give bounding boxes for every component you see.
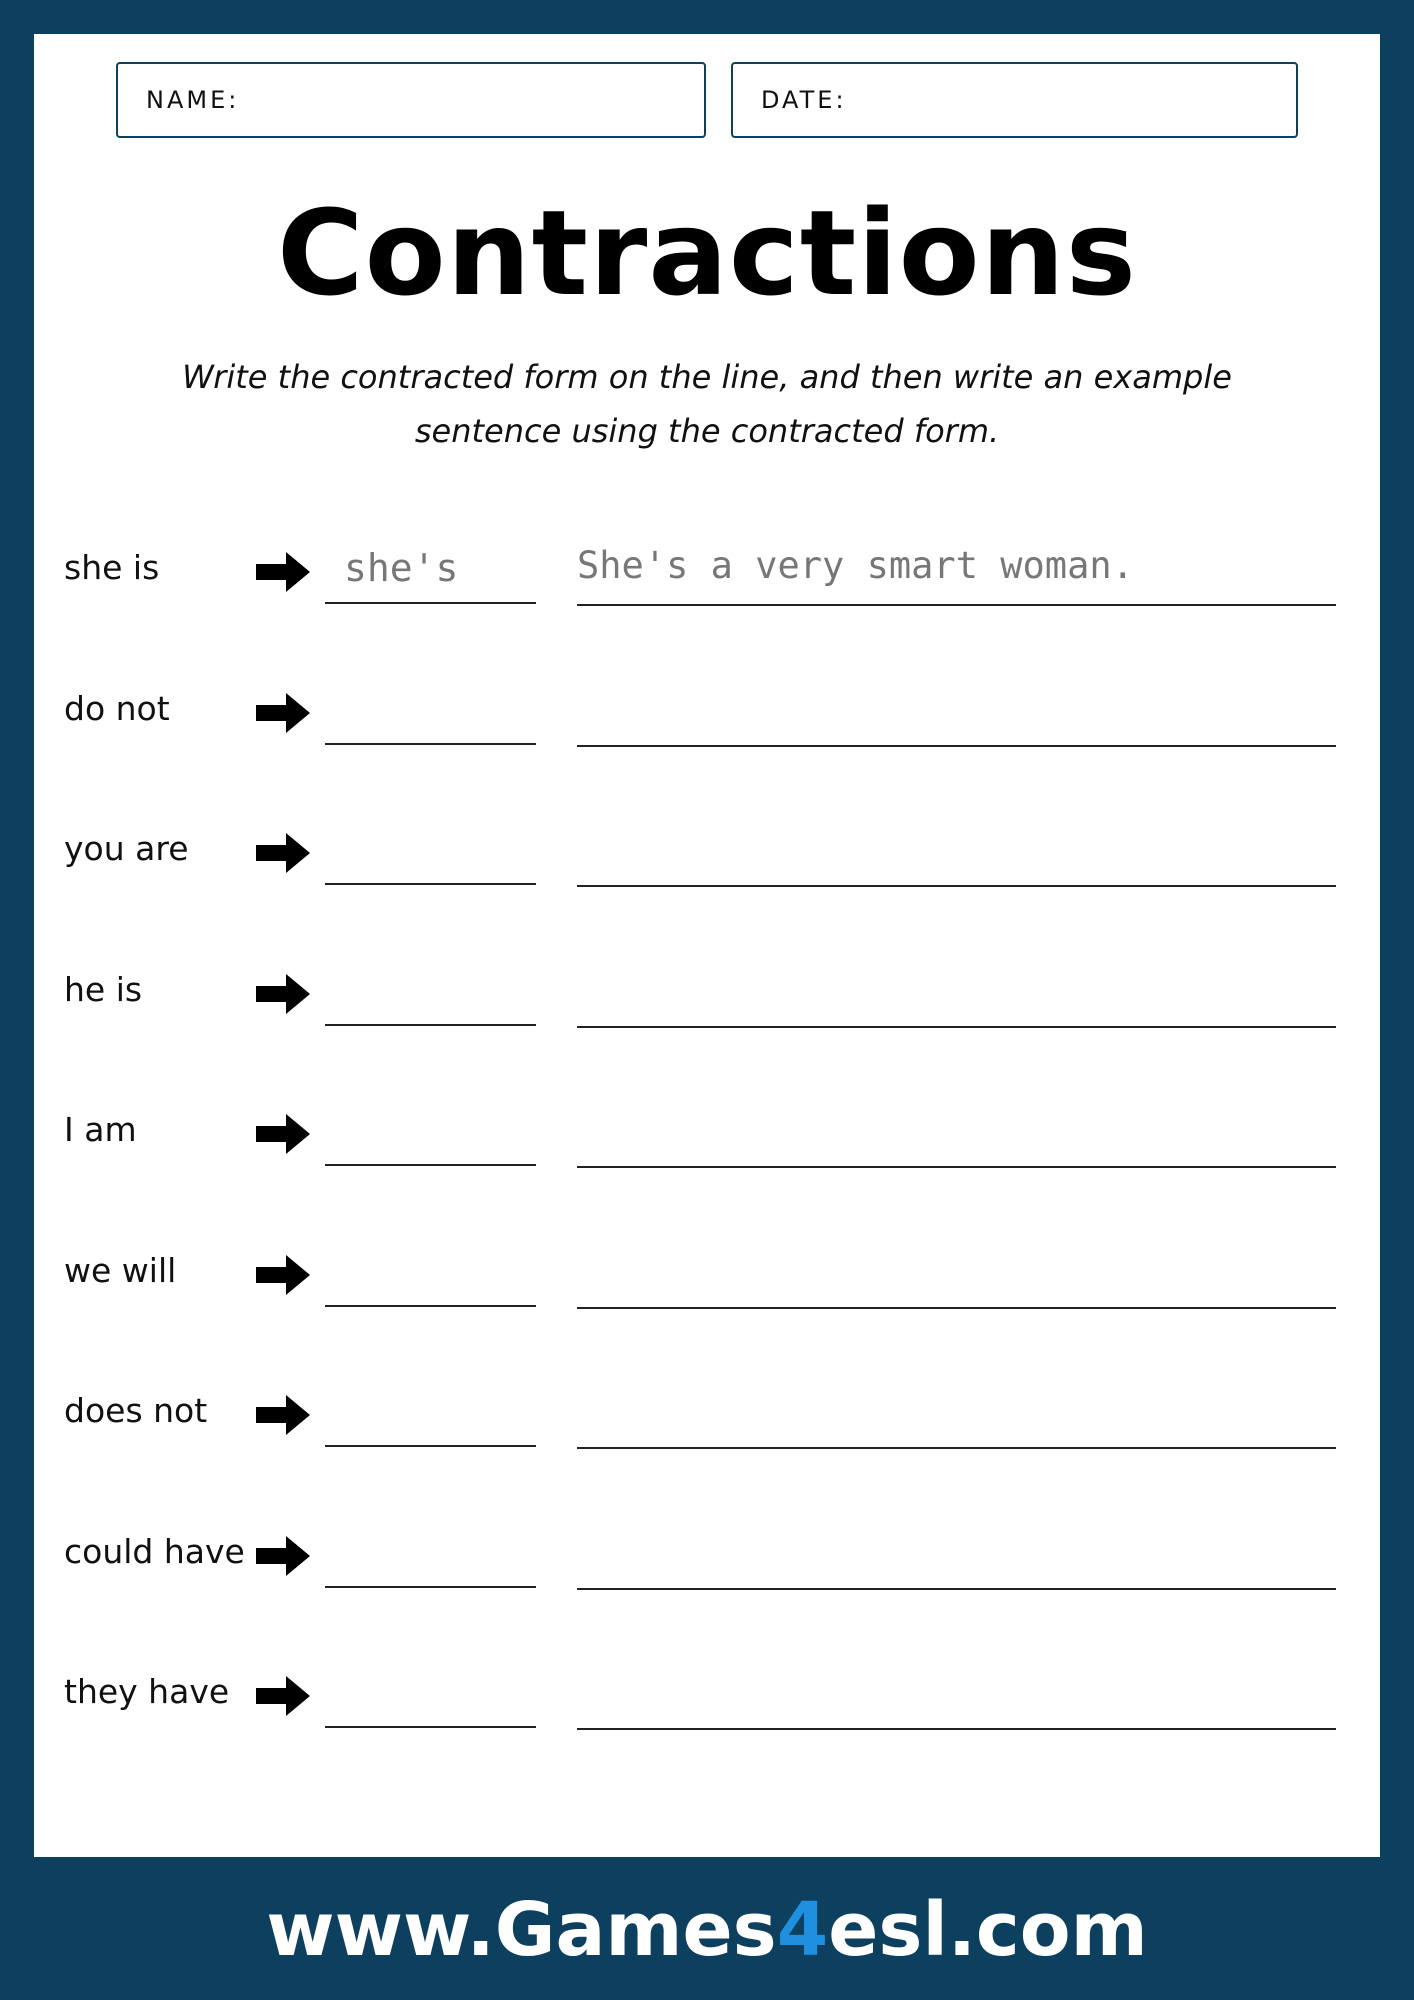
instructions-line-2: sentence using the contracted form. <box>414 412 1000 450</box>
exercise-row <box>34 1092 1380 1182</box>
arrow-right-icon <box>256 1674 312 1718</box>
name-field[interactable] <box>116 62 706 138</box>
arrow-right-icon <box>256 1393 312 1437</box>
arrow-right-icon <box>256 1112 312 1156</box>
exercise-row <box>34 1373 1380 1463</box>
example-sentence-line[interactable] <box>577 885 1336 887</box>
example-contraction: she's <box>344 546 459 590</box>
date-label: DATE: <box>761 86 847 114</box>
exercise-word: do not <box>64 689 170 728</box>
example-sentence-line[interactable] <box>577 1307 1336 1309</box>
exercise-word: they have <box>64 1672 230 1711</box>
arrow-right-icon <box>256 550 312 594</box>
instructions-line-1: Write the contracted form on the line, and then write an example <box>182 358 1232 396</box>
worksheet <box>34 34 1380 1857</box>
contraction-answer-line[interactable] <box>325 602 536 604</box>
name-label: NAME: <box>146 86 240 114</box>
contraction-answer-line[interactable] <box>325 1445 536 1447</box>
exercise-word: does not <box>64 1391 208 1430</box>
arrow-right-icon <box>256 1534 312 1578</box>
arrow-right-icon <box>256 831 312 875</box>
contraction-answer-line[interactable] <box>325 1164 536 1166</box>
exercise-word: you are <box>64 829 189 868</box>
date-field[interactable] <box>731 62 1298 138</box>
example-sentence-line[interactable] <box>577 745 1336 747</box>
exercise-word: she is <box>64 548 160 587</box>
example-sentence: She's a very smart woman. <box>577 544 1134 587</box>
exercise-row <box>34 952 1380 1042</box>
exercise-row <box>34 530 1380 620</box>
exercise-word: could have <box>64 1532 245 1571</box>
example-sentence-line[interactable] <box>577 1447 1336 1449</box>
arrow-right-icon <box>256 1253 312 1297</box>
page-title: Contractions <box>276 184 1137 322</box>
example-sentence-line[interactable] <box>577 604 1336 606</box>
exercise-word: he is <box>64 970 143 1009</box>
example-sentence-line[interactable] <box>577 1166 1336 1168</box>
instructions <box>134 350 1280 458</box>
arrow-right-icon <box>256 972 312 1016</box>
contraction-answer-line[interactable] <box>325 1726 536 1728</box>
exercise-row <box>34 1514 1380 1604</box>
footer-url-suffix: esl.com <box>828 1887 1148 1973</box>
exercise-row <box>34 671 1380 761</box>
footer-url <box>0 1880 1414 1980</box>
exercise-word: we will <box>64 1251 177 1290</box>
example-sentence-line[interactable] <box>577 1026 1336 1028</box>
exercise-row <box>34 811 1380 901</box>
exercise-word: I am <box>64 1110 137 1149</box>
arrow-right-icon <box>256 691 312 735</box>
contraction-answer-line[interactable] <box>325 883 536 885</box>
contraction-answer-line[interactable] <box>325 1024 536 1026</box>
footer-url-accent: 4 <box>776 1887 829 1973</box>
example-sentence-line[interactable] <box>577 1728 1336 1730</box>
contraction-answer-line[interactable] <box>325 1586 536 1588</box>
exercise-row <box>34 1654 1380 1744</box>
footer-url-prefix: www.Games <box>266 1887 777 1973</box>
contraction-answer-line[interactable] <box>325 1305 536 1307</box>
contraction-answer-line[interactable] <box>325 743 536 745</box>
exercise-row <box>34 1233 1380 1323</box>
example-sentence-line[interactable] <box>577 1588 1336 1590</box>
